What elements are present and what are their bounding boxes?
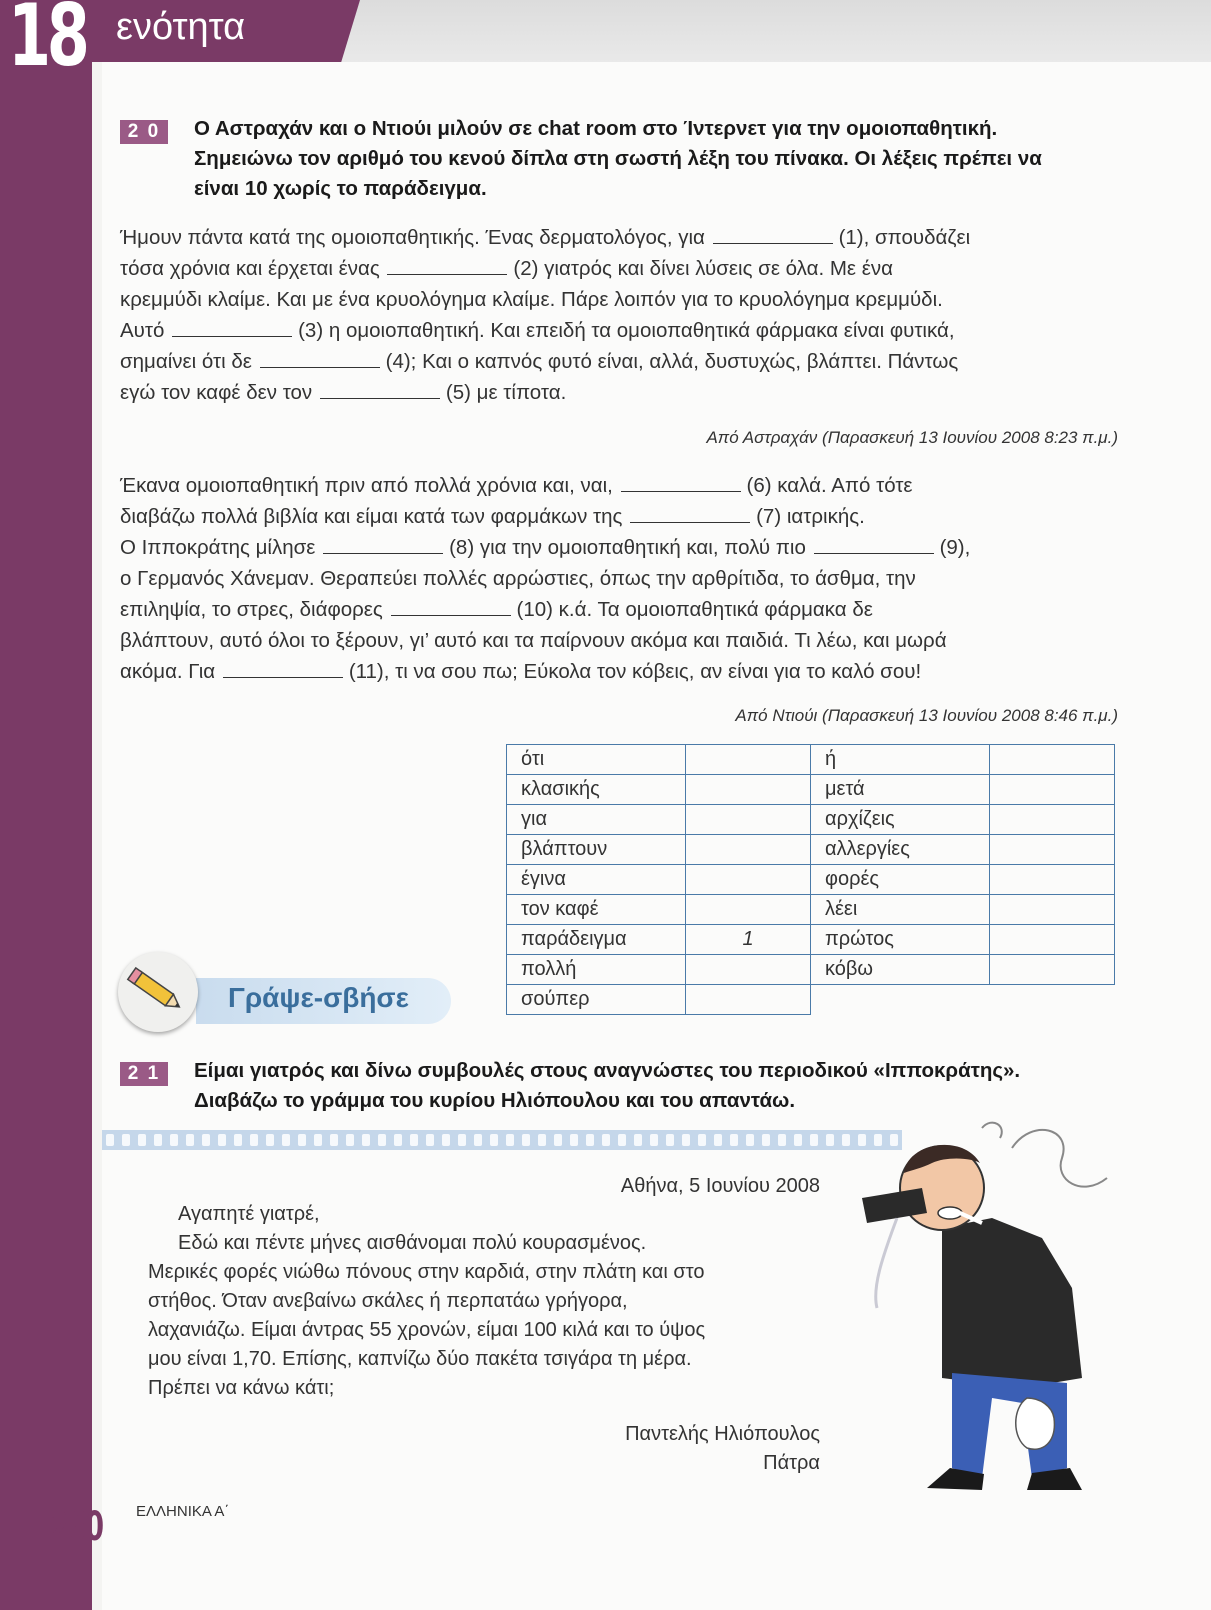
number-cell[interactable] (686, 895, 811, 925)
unit-label: ενότητα (116, 6, 246, 48)
tired-man-illustration (832, 1118, 1132, 1518)
number-cell[interactable] (686, 835, 811, 865)
unit-number: 18 (8, 0, 86, 86)
number-cell[interactable] (990, 835, 1115, 865)
letter-line: Εδώ και πέντε μήνες αισθάνομαι πολύ κουρασμένος. (178, 1232, 647, 1254)
film-strip-pattern (102, 1130, 902, 1150)
chat-post-2: Έκανα ομοιοπαθητική πριν από πολλά χρόνια και, ναι, (6) καλά. Από τότε διαβάζω πολλά βιβλία και είμαι κατά των φαρμάκων της (7) ιατρικής. Ο Ιπποκράτης μίλησε (8) για την ομοιοπαθητική και, πολύ πιο (9), ο Γερμανός Χάνεμαν. Θεραπεύει πολλές αρρώστιες, όπως την αρθρίτιδα, το άσθμα, την επιληψία, το στρες, διάφορες (10) κ.ά. Τα ομοιοπαθητικά φάρμακα δε βλάπτουν, αυτό όλοι το ξέρουν, γι’ αυτό και τα παίρνουν ακόμα και παιδιά. Τι λέω, και μωρά ακόμα. Για (11), τι να σου πω; Εύκολα τον κόβεις, αν είναι για το καλό σου! (120, 474, 971, 683)
letter-signature: Παντελής Ηλιόπουλος Πάτρα (625, 1423, 820, 1474)
chat-signature-1: Από Αστραχάν (Παρασκευή 13 Ιουνίου 2008 8:23 π.μ.) (706, 428, 1118, 447)
table-row (507, 955, 1115, 985)
letter-body: Μερικές φορές νιώθω πόνους στην καρδιά, στην πλάτη και στο στήθος. Όταν ανεβαίνω σκάλες ή περπατάω γρήγορα, λαχανιάζω. Είμαι άντρας 55 χρονών, είμαι 100 κιλά και το ύψος μου είναι 1,70. Επίσης, καπνίζω δύο πακέτα τσιγάρα τη μέρα. Πρέπει να κάνω κάτι; (148, 1261, 706, 1399)
table-row (507, 805, 1115, 835)
table-row (507, 775, 1115, 805)
blank-10[interactable] (391, 597, 511, 616)
letter-date: Αθήνα, 5 Ιουνίου 2008 (620, 1175, 820, 1197)
word-cell: ή (811, 745, 990, 775)
exercise-title: Ο Αστραχάν και ο Ντιούι μιλούν σε chat room στο Ίντερνετ για την ομοιοπαθητική. Σημειώνω τον αριθμό του κενού δίπλα στη σωστή λέξη του πίνακα. Οι λέξεις πρέπει να είναι 10 χωρίς το παράδειγμα. (194, 117, 1042, 200)
word-cell: αρχίζεις (811, 805, 990, 835)
blank-2[interactable] (387, 256, 507, 275)
word-cell: για (507, 805, 686, 835)
blank-1[interactable] (713, 225, 833, 244)
word-cell: έγινα (507, 865, 686, 895)
pencil-icon (118, 952, 198, 1032)
word-cell: βλάπτουν (507, 835, 686, 865)
word-cell: ότι (507, 745, 686, 775)
number-cell[interactable] (686, 775, 811, 805)
blank-8[interactable] (323, 535, 443, 554)
table-row (507, 745, 1115, 775)
word-cell: κλασικής (507, 775, 686, 805)
table-row (507, 925, 1115, 955)
table-row (507, 835, 1115, 865)
letter-greeting: Αγαπητέ γιατρέ, (178, 1203, 320, 1225)
word-cell: τον καφέ (507, 895, 686, 925)
chat-signature-2: Από Ντιούι (Παρασκευή 13 Ιουνίου 2008 8:46 π.μ.) (735, 706, 1118, 725)
number-cell[interactable]: 1 (686, 925, 811, 955)
table-row (507, 895, 1115, 925)
number-cell[interactable] (990, 955, 1115, 985)
page-number: 260 (50, 1504, 103, 1550)
word-cell: μετά (811, 775, 990, 805)
side-bar (0, 0, 92, 1610)
exercise-title: Είμαι γιατρός και δίνω συμβουλές στους αναγνώστες του περιοδικού «Ιπποκράτης». Διαβάζω το γράμμα του κυρίου Ηλιόπουλου και του απαντάω. (194, 1059, 1021, 1112)
word-table (506, 744, 1115, 1015)
table-row (507, 865, 1115, 895)
word-cell: φορές (811, 865, 990, 895)
word-cell: παράδειγμα (507, 925, 686, 955)
word-cell: αλλεργίες (811, 835, 990, 865)
write-erase-title: Γράψε-σβήσε (228, 982, 409, 1013)
word-cell: σούπερ (507, 985, 686, 1015)
exercise-number: 2 0 (120, 120, 168, 144)
number-cell[interactable] (990, 865, 1115, 895)
number-cell[interactable] (686, 865, 811, 895)
number-cell[interactable] (686, 745, 811, 775)
blank-3[interactable] (172, 318, 292, 337)
number-cell[interactable] (990, 925, 1115, 955)
blank-5[interactable] (320, 380, 440, 399)
word-cell: πρώτος (811, 925, 990, 955)
blank-6[interactable] (621, 473, 741, 492)
book-title: ΕΛΛΗΝΙΚΑ Α΄ (136, 1503, 230, 1520)
exercise-number: 2 1 (120, 1062, 168, 1086)
number-cell[interactable] (990, 895, 1115, 925)
word-cell: λέει (811, 895, 990, 925)
film-strip (102, 1130, 902, 1150)
number-cell[interactable] (990, 745, 1115, 775)
blank-7[interactable] (630, 504, 750, 523)
pencil-badge (118, 952, 198, 1032)
number-cell[interactable] (990, 805, 1115, 835)
word-cell: κόβω (811, 955, 990, 985)
number-cell[interactable] (990, 775, 1115, 805)
blank-11[interactable] (223, 659, 343, 678)
chat-post-1: Ήμουν πάντα κατά της ομοιοπαθητικής. Ένας δερματολόγος, για (1), σπουδάζει τόσα χρόνια και έρχεται ένας (2) γιατρός και δίνει λύσεις σε όλα. Με ένα κρεμμύδι κλαίμε. Και με ένα κρυολόγημα κλαίμε. Πάρε λοιπόν για το κρυολόγημα κρεμμύδι. Αυτό (3) η ομοιοπαθητική. Και επειδή τα ομοιοπαθητικά φάρμακα είναι φυτικά, σημαίνει ότι δε (4); Και ο καπνός φυτό είναι, αλλά, δυστυχώς, βλάπτει. Πάντως εγώ τον καφέ δεν τον (5) με τίποτα. (120, 226, 971, 404)
word-cell: πολλή (507, 955, 686, 985)
number-cell[interactable] (686, 955, 811, 985)
blank-9[interactable] (814, 535, 934, 554)
number-cell[interactable] (686, 985, 811, 1015)
blank-4[interactable] (260, 349, 380, 368)
table-row (507, 985, 1115, 1015)
number-cell[interactable] (686, 805, 811, 835)
